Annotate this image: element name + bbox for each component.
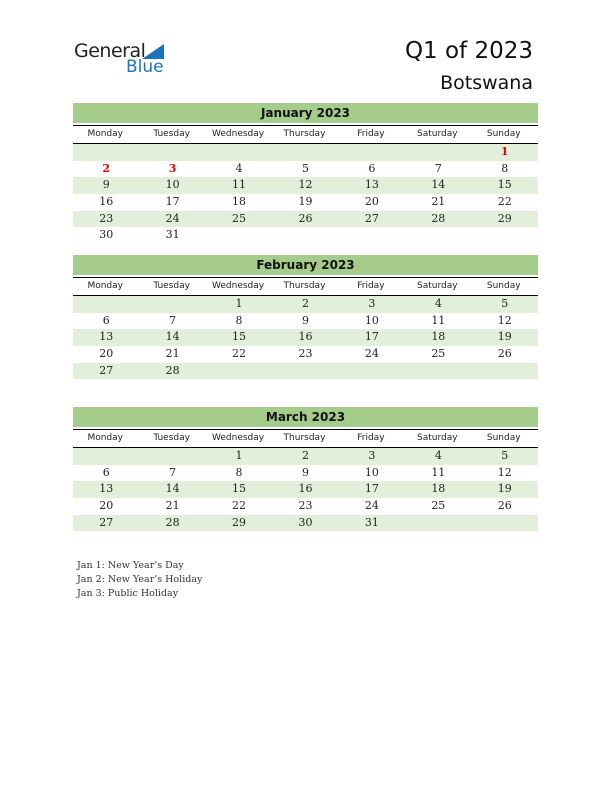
date-cell: 10 — [165, 178, 180, 192]
date-cell: 15 — [232, 330, 247, 344]
date-cell: 6 — [102, 313, 110, 327]
date-cell: 26 — [497, 347, 512, 361]
date-cell: 24 — [364, 499, 379, 513]
date-cell: 20 — [99, 347, 114, 361]
date-cell — [472, 363, 538, 380]
week-row — [73, 144, 538, 161]
date-cell: 20 — [99, 499, 114, 513]
date-cell: 29 — [497, 211, 512, 225]
date-cell: 9 — [102, 178, 110, 192]
date-cell: 14 — [165, 330, 180, 344]
date-cell: 10 — [364, 313, 379, 327]
day-name: Friday — [339, 126, 405, 143]
date-cell — [272, 363, 338, 380]
date-cell: 12 — [497, 465, 512, 479]
date-cell: 9 — [301, 465, 309, 479]
date-cell: 1 — [235, 449, 243, 462]
day-name: Monday — [73, 278, 139, 295]
week-row — [73, 481, 538, 498]
date-cell: 3 — [368, 449, 376, 462]
date-cell — [73, 448, 139, 465]
date-cell: 31 — [364, 515, 379, 529]
date-cell: 30 — [99, 228, 114, 242]
day-names-row — [73, 125, 538, 144]
holiday-note: Jan 3: Public Holiday — [77, 588, 179, 599]
date-cell: 28 — [165, 515, 180, 529]
date-cell: 29 — [232, 515, 247, 529]
date-cell: 21 — [165, 499, 180, 513]
date-cell — [206, 363, 272, 380]
date-cell: 17 — [364, 482, 379, 496]
day-name: Friday — [339, 430, 405, 447]
date-cell — [139, 448, 205, 465]
holiday-date: 3 — [168, 161, 177, 175]
month-calendar — [73, 407, 538, 531]
date-cell: 21 — [431, 195, 446, 209]
date-cell: 27 — [99, 363, 114, 377]
logo — [74, 40, 164, 77]
date-cell: 7 — [434, 161, 442, 175]
date-cell: 25 — [232, 211, 247, 225]
date-cell: 21 — [165, 347, 180, 361]
week-row — [73, 346, 538, 363]
date-cell: 12 — [298, 178, 313, 192]
week-row — [73, 465, 538, 482]
day-name: Wednesday — [206, 126, 272, 143]
date-cell: 19 — [497, 330, 512, 344]
date-cell: 26 — [298, 211, 313, 225]
date-cell: 22 — [232, 347, 247, 361]
date-cell: 11 — [431, 313, 446, 327]
date-cell: 7 — [169, 465, 177, 479]
holiday-notes — [77, 559, 202, 601]
date-cell: 16 — [298, 482, 313, 496]
day-name: Monday — [73, 126, 139, 143]
day-name: Saturday — [405, 278, 471, 295]
week-row — [73, 313, 538, 330]
date-cell: 19 — [298, 195, 313, 209]
day-name: Wednesday — [206, 278, 272, 295]
month-title: January 2023 — [73, 103, 538, 123]
date-cell: 12 — [497, 313, 512, 327]
date-cell: 7 — [169, 313, 177, 327]
date-cell: 25 — [431, 499, 446, 513]
day-name: Tuesday — [139, 278, 205, 295]
date-cell: 17 — [364, 330, 379, 344]
date-cell: 17 — [165, 195, 180, 209]
week-row — [73, 194, 538, 211]
date-cell: 2 — [301, 449, 309, 462]
day-name: Friday — [339, 278, 405, 295]
date-cell — [339, 363, 405, 380]
date-cell: 14 — [431, 178, 446, 192]
holiday-date: 1 — [500, 145, 509, 158]
week-row — [73, 161, 538, 178]
date-cell: 4 — [434, 297, 442, 310]
day-name: Sunday — [472, 278, 538, 295]
date-cell: 26 — [497, 499, 512, 513]
week-row — [73, 227, 538, 244]
date-cell: 10 — [364, 465, 379, 479]
date-cell: 3 — [368, 297, 376, 310]
date-cell: 13 — [99, 330, 114, 344]
date-cell — [405, 227, 471, 244]
date-cell — [405, 363, 471, 380]
date-cell: 4 — [434, 449, 442, 462]
date-cell: 28 — [431, 211, 446, 225]
day-name: Sunday — [472, 430, 538, 447]
week-row — [73, 177, 538, 194]
day-name: Tuesday — [139, 430, 205, 447]
date-cell: 6 — [368, 161, 376, 175]
day-names-row — [73, 429, 538, 448]
date-cell: 13 — [364, 178, 379, 192]
date-cell: 22 — [232, 499, 247, 513]
week-row — [73, 498, 538, 515]
date-cell: 5 — [301, 161, 309, 175]
date-cell: 8 — [501, 161, 509, 175]
date-cell: 24 — [165, 211, 180, 225]
day-name: Thursday — [272, 126, 338, 143]
date-cell: 8 — [235, 313, 243, 327]
date-cell: 18 — [431, 482, 446, 496]
month-calendar — [73, 255, 538, 379]
date-cell: 16 — [99, 195, 114, 209]
logo-general: General — [74, 40, 146, 62]
date-cell: 22 — [497, 195, 512, 209]
date-cell: 6 — [102, 465, 110, 479]
date-cell — [272, 227, 338, 244]
date-cell: 25 — [431, 347, 446, 361]
date-cell: 16 — [298, 330, 313, 344]
date-cell: 11 — [232, 178, 247, 192]
week-row — [73, 363, 538, 380]
date-cell: 15 — [497, 178, 512, 192]
day-name: Saturday — [405, 430, 471, 447]
date-cell — [472, 515, 538, 532]
month-title: February 2023 — [73, 255, 538, 275]
country-name: Botswana — [440, 72, 533, 94]
month-title: March 2023 — [73, 407, 538, 427]
date-cell — [139, 296, 205, 313]
date-cell — [339, 144, 405, 161]
date-cell — [405, 515, 471, 532]
date-cell: 8 — [235, 465, 243, 479]
date-cell: 9 — [301, 313, 309, 327]
date-cell: 23 — [99, 211, 114, 225]
date-cell — [472, 227, 538, 244]
date-cell: 4 — [235, 161, 243, 175]
date-cell: 28 — [165, 363, 180, 377]
month-calendar — [73, 103, 538, 244]
date-cell: 1 — [235, 297, 243, 310]
day-name: Saturday — [405, 126, 471, 143]
date-cell: 14 — [165, 482, 180, 496]
date-cell — [405, 144, 471, 161]
holiday-note: Jan 2: New Year’s Holiday — [77, 574, 203, 585]
day-names-row — [73, 277, 538, 296]
week-row — [73, 515, 538, 532]
date-cell: 18 — [431, 330, 446, 344]
page-title: Q1 of 2023 — [404, 38, 533, 64]
day-name: Sunday — [472, 126, 538, 143]
week-row — [73, 329, 538, 346]
date-cell — [206, 227, 272, 244]
date-cell — [139, 144, 205, 161]
date-cell: 20 — [364, 195, 379, 209]
holiday-note: Jan 1: New Year’s Day — [77, 560, 184, 571]
date-cell: 19 — [497, 482, 512, 496]
date-cell: 5 — [501, 449, 509, 462]
day-name: Monday — [73, 430, 139, 447]
date-cell: 27 — [99, 515, 114, 529]
date-cell: 11 — [431, 465, 446, 479]
week-row — [73, 448, 538, 465]
date-cell — [206, 144, 272, 161]
date-cell: 18 — [232, 195, 247, 209]
date-cell — [73, 144, 139, 161]
day-name: Thursday — [272, 278, 338, 295]
week-row — [73, 296, 538, 313]
day-name: Thursday — [272, 430, 338, 447]
date-cell: 2 — [301, 297, 309, 310]
date-cell: 15 — [232, 482, 247, 496]
day-name: Wednesday — [206, 430, 272, 447]
date-cell: 24 — [364, 347, 379, 361]
date-cell: 30 — [298, 515, 313, 529]
day-name: Tuesday — [139, 126, 205, 143]
date-cell: 5 — [501, 297, 509, 310]
date-cell: 27 — [364, 211, 379, 225]
date-cell: 23 — [298, 347, 313, 361]
date-cell: 31 — [165, 228, 180, 242]
holiday-date: 2 — [102, 161, 111, 175]
date-cell — [73, 296, 139, 313]
date-cell — [339, 227, 405, 244]
date-cell: 13 — [99, 482, 114, 496]
date-cell: 23 — [298, 499, 313, 513]
logo-blue: Blue — [126, 57, 164, 77]
week-row — [73, 211, 538, 228]
date-cell — [272, 144, 338, 161]
